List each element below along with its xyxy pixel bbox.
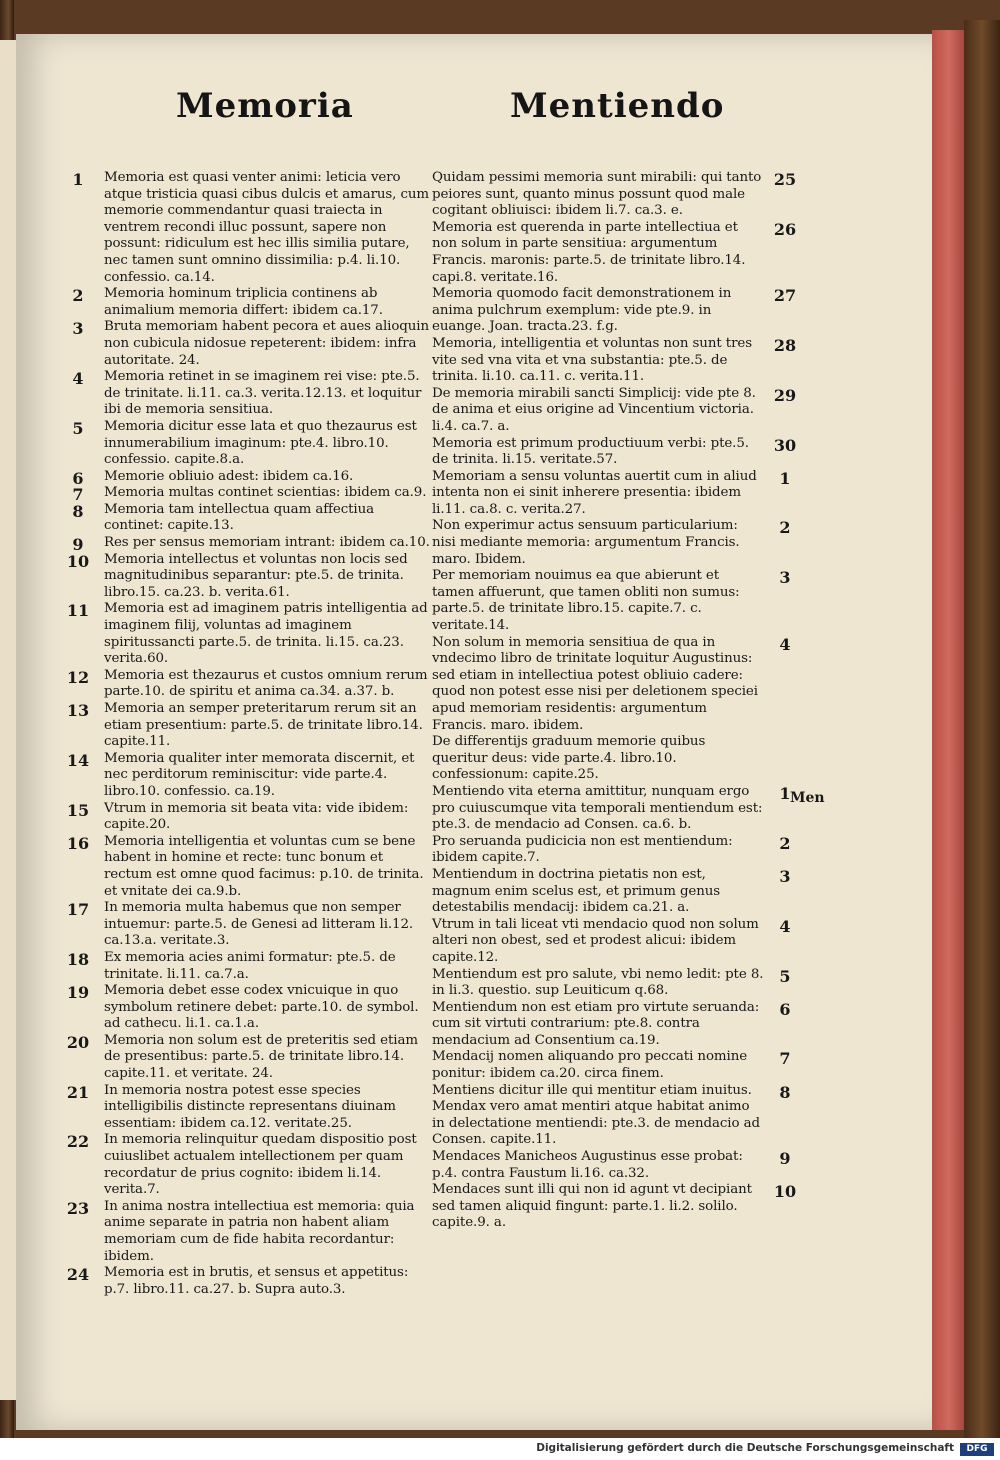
entry-text: De memoria mirabili sancti Simplicij: vide pte 8. de anima et eius origine ad Vincentium victoria. li.4. ca.7. a.: [432, 385, 756, 434]
entry-number: 27: [773, 286, 797, 306]
index-entry: [72, 319, 430, 369]
entry-text: Memoria est querenda in parte intellectiua et non solum in parte sensitiua: argumentum Francis. maronis: parte.5. de trinitate libro.14. capi.8. veritate.16.: [432, 219, 746, 285]
index-entry: [432, 1049, 791, 1082]
index-entry: [432, 1149, 791, 1182]
entry-number: 13: [66, 701, 90, 720]
entry-number: 22: [66, 1132, 90, 1152]
entry-number: 18: [66, 949, 90, 969]
entry-number: 20: [66, 1032, 90, 1052]
entry-text: Memoria tam intellectua quam affectiua continet: capite.13.: [104, 501, 375, 534]
entry-number: 3: [779, 866, 791, 886]
entry-number: 24: [66, 1265, 90, 1285]
entry-number: 9: [72, 535, 84, 555]
index-entry: [432, 634, 791, 735]
index-entry: [66, 1082, 430, 1133]
entry-text: Memoria qualiter inter memorata discernit, et nec perditorum reminiscitur: vide parte.4. libro.10. confessio. ca.19.: [104, 750, 415, 799]
entry-text: Memoria non solum est de preteritis sed etiam de presentibus: parte.5. de trinitate libro.14. capite.11. et veritate. 24.: [104, 1032, 418, 1082]
entry-text: Mentiendum in doctrina pietatis non est, magnum enim scelus est, et primum genus detestabilis mendacij: ibidem ca.21. a.: [432, 866, 721, 916]
index-entry: [72, 485, 430, 505]
entry-number: 2: [779, 518, 791, 538]
index-entry: [66, 551, 430, 602]
entry-number: 15: [66, 800, 90, 820]
index-entry: [72, 369, 430, 419]
entry-text: Mendaces Manicheos Augustinus esse probat: p.4. contra Faustum li.16. ca.32.: [432, 1149, 743, 1181]
entry-number: 8: [779, 1082, 791, 1102]
entry-number: 4: [779, 634, 791, 654]
entry-text: Mendaces sunt illi qui non id agunt vt decipiant sed tamen aliquid fingunt: parte.1. li.2. solilo. capite.9. a.: [432, 1182, 752, 1231]
entry-number: 1: [779, 468, 791, 488]
entry-number: 5: [72, 418, 84, 438]
index-entry: [432, 966, 791, 1000]
entry-text: Quidam pessimi memoria sunt mirabili: qui tanto peiores sunt, quanto minus possunt quod male cogitant obliuisci: ibidem li.7. ca.3. e.: [432, 170, 762, 219]
entry-number: 14: [66, 750, 90, 770]
entry-text: Memoria dicitur esse lata et quo thezaurus est innumerabilium imaginum: pte.4. libro.10. confessio. capite.8.a.: [104, 418, 417, 468]
entry-number: 9: [779, 1149, 791, 1169]
entry-text: Memoria multas continet scientias: ibidem ca.9.: [104, 485, 427, 501]
entry-number: 28: [773, 335, 797, 355]
index-entry: [66, 900, 430, 950]
index-entry: [432, 385, 797, 436]
entry-text: Per memoriam nouimus ea que abierunt et tamen affuerunt, que tamen obliti non sumus: parte.5. de trinitate libro.15. capite.7. c. veritate.14.: [432, 568, 740, 634]
index-entry: [432, 916, 791, 967]
index-entry: [432, 1082, 791, 1149]
left-column: [66, 170, 430, 1298]
right-column: [432, 170, 797, 1232]
index-entry: [432, 170, 797, 220]
index-entry: [66, 1265, 430, 1298]
index-entry: [66, 833, 430, 900]
index-entry: [432, 833, 791, 867]
entry-text: Ex memoria acies animi formatur: pte.5. de trinitate. li.11. ca.7.a.: [104, 949, 396, 982]
index-entry: [66, 601, 430, 667]
index-entry: [432, 435, 797, 469]
index-entry: [66, 983, 430, 1033]
entry-text: Memoria, intelligentia et voluntas non sunt tres vite sed vna vita et vna substantia: pte.5. de trinita. li.10. ca.11. c. verita.11.: [432, 335, 752, 385]
entry-text: Memoria an semper preteritarum rerum sit an etiam presentium: parte.5. de trinitate libro.14. capite.11.: [104, 701, 423, 750]
entry-number: 3: [779, 568, 791, 588]
index-entry: [432, 734, 764, 784]
entry-number: 4: [779, 916, 791, 936]
entry-text: Pro seruanda pudicicia non est mentiendum: ibidem capite.7.: [432, 833, 733, 866]
header-memoria: Memoria: [176, 86, 354, 126]
entry-text: Memoria retinet in se imaginem rei vise: pte.5. de trinitate. li.11. ca.3. verita.12.13. et loquitur ibi de memoria sensitiua.: [104, 369, 422, 418]
entry-number: 7: [72, 485, 84, 505]
entry-number: 5: [779, 966, 791, 986]
entry-number: 29: [773, 385, 797, 405]
index-entry: [72, 286, 430, 319]
entry-number: 16: [66, 833, 90, 853]
index-entry: [72, 418, 430, 469]
entry-text: Memoria est ad imaginem patris intelligentia ad imaginem filij, voluntas ad imaginem spiritussancti parte.5. de trinita. li.15. ca.23. verita.60.: [104, 601, 428, 667]
book-page: [16, 34, 938, 1430]
index-entry: [432, 999, 791, 1050]
entry-number: 25: [773, 170, 797, 189]
entry-number: 10: [66, 551, 90, 571]
index-entry: [66, 1198, 430, 1265]
index-entry: [432, 1182, 797, 1232]
side-label-men: Men: [790, 790, 825, 806]
entry-number: 19: [66, 983, 90, 1003]
index-entry: [432, 866, 791, 917]
entry-text: Vtrum in tali liceat vti mendacio quod non solum alteri non obest, sed et prodest alicui: ibidem capite.12.: [432, 916, 759, 965]
entry-text: Vtrum in memoria sit beata vita: vide ibidem: capite.20.: [104, 800, 409, 833]
entry-number: 26: [773, 219, 797, 239]
entry-text: Non solum in memoria sensitiua de qua in vndecimo libro de trinitate loquitur Augustinus: sed etiam in intellectiua potest obliuio cadere: quod non potest esse nisi per deletionem speciei apud memoriam residentis: argumentum Francis. maro. ibidem.: [432, 634, 758, 733]
index-entry: [72, 468, 430, 488]
entry-text: Memoria debet esse codex vnicuique in quo symbolum retinere debet: parte.10. de symbol. ad cathecu. li.1. ca.1.a.: [104, 983, 419, 1032]
index-entry: [66, 1032, 430, 1083]
entry-text: Mentiendum non est etiam pro virtute seruanda: cum sit virtuti contrarium: pte.8. contra mendacium ad Consentium ca.19.: [432, 999, 760, 1048]
entry-text: Memorie obliuio adest: ibidem ca.16.: [104, 468, 354, 484]
entry-number: 17: [66, 900, 90, 920]
index-entry: [72, 170, 430, 286]
footer-text: Digitalisierung gefördert durch die Deutsche Forschungsgemeinschaft: [536, 1442, 954, 1454]
index-entry: [66, 949, 430, 983]
index-entry: [432, 286, 797, 336]
entry-text: In memoria nostra potest esse species intelligibilis distincte representans diuinam essentiam: ibidem ca.12. veritate.25.: [104, 1082, 396, 1131]
entry-text: Memoria hominum triplicia continens ab animalium memoria differt: ibidem ca.17.: [104, 286, 383, 318]
right-cover-edge: [964, 20, 1000, 1438]
entry-text: Memoria est in brutis, et sensus et appetitus: p.7. libro.11. ca.27. b. Supra auto.3.: [104, 1265, 409, 1297]
entry-text: Mendacij nomen aliquando pro peccati nomine ponitur: ibidem ca.20. circa finem.: [432, 1049, 748, 1082]
index-entry: [72, 535, 430, 555]
entry-text: Memoriam a sensu voluntas auertit cum in aliud intenta non ei sinit inherere presentia: ibidem li.11. ca.8. c. verita.27.: [432, 468, 757, 517]
entry-text: Memoria est primum productiuum verbi: pte.5. de trinita. li.15. veritate.57.: [432, 435, 749, 468]
index-entry: [72, 501, 430, 535]
entry-number: 11: [66, 601, 90, 621]
index-entry: [432, 568, 791, 634]
index-entry: [66, 701, 430, 751]
entry-number: 3: [72, 319, 84, 339]
entry-text: In anima nostra intellectiua est memoria: quia anime separate in patria non habent aliam memoriam cum de fide habita recordantur: ibidem.: [104, 1198, 415, 1264]
entry-number: 30: [773, 435, 797, 455]
entry-number: 21: [66, 1082, 90, 1102]
entry-text: Memoria quomodo facit demonstrationem in anima pulchrum exemplum: vide pte.9. in euange. Joan. tracta.23. f.g.: [432, 286, 732, 335]
entry-text: Mentiens dicitur ille qui mentitur etiam inuitus. Mendax vero amat mentiri atque habitat animo in delectatione mentiendi: pte.3. de mendacio ad Consen. capite.11.: [432, 1082, 760, 1148]
index-entry: [66, 1132, 430, 1198]
entry-text: Memoria est quasi venter animi: leticia vero atque tristicia quasi cibus dulcis et amarus, cum memorie commendantur quasi traiecta in ventrem recondi illuc possunt, sapere non possunt: ridiculum est hec illis similia putare, nec tamen sunt omnino dissimilia: p.4. li.10. confessio. ca.14.: [104, 170, 430, 285]
entry-text: Memoria intellectus et voluntas non locis sed magnitudinibus separantur: pte.5. de trinita. libro.15. ca.23. b. verita.61.: [104, 551, 408, 600]
entry-number: 6: [779, 999, 791, 1019]
page-edges-red: [932, 30, 966, 1430]
index-entry: [432, 335, 797, 386]
entry-number: 10: [773, 1182, 797, 1202]
entry-number: 1: [779, 783, 791, 803]
entry-text: Non experimur actus sensuum particularium: nisi mediante memoria: argumentum Francis. maro. Ibidem.: [432, 518, 740, 567]
entry-text: Mentiendo vita eterna amittitur, nunquam ergo pro cuiuscumque vita temporali mentiendum est: pte.3. de mendacio ad Consen. ca.6. b.: [432, 783, 763, 833]
index-entry: [66, 667, 430, 701]
index-entry: [432, 219, 797, 286]
entry-number: 23: [66, 1198, 90, 1218]
entry-text: Mentiendum est pro salute, vbi nemo ledit: pte 8. in li.3. questio. sup Leuiticum q.68.: [432, 966, 764, 999]
header-mentiendo: Mentiendo: [510, 86, 725, 126]
entry-text: In memoria relinquitur quedam dispositio post cuiuslibet actualem intellectionem per quam recordatur de prius cognito: ibidem li.14. verita.7.: [104, 1132, 417, 1198]
index-entry: [432, 468, 791, 519]
entry-number: 2: [72, 286, 84, 306]
entry-text: Res per sensus memoriam intrant: ibidem ca.10.: [104, 535, 430, 551]
entry-number: 7: [779, 1049, 791, 1069]
entry-text: In memoria multa habemus que non semper intuemur: parte.5. de Genesi ad litteram li.12. ca.13.a. veritate.3.: [104, 900, 414, 949]
footer-bar: [0, 1440, 1000, 1460]
entry-number: 8: [72, 501, 84, 521]
dfg-logo: DFG: [960, 1443, 994, 1456]
entry-number: 12: [66, 667, 90, 687]
index-entry: [432, 783, 791, 834]
entry-number: 1: [72, 170, 84, 189]
entry-number: 2: [779, 833, 791, 853]
entry-text: De differentijs graduum memorie quibus queritur deus: vide parte.4. libro.10. confessionum: capite.25.: [432, 734, 706, 783]
index-entry: [66, 800, 430, 834]
entry-text: Memoria est thezaurus et custos omnium rerum parte.10. de spiritu et anima ca.34. a.37. b.: [104, 667, 428, 700]
entry-text: Bruta memoriam habent pecora et aues alioquin non cubicula nidosue repeterent: ibidem: infra autoritate. 24.: [104, 319, 429, 368]
entry-number: 6: [72, 468, 84, 488]
index-entry: [66, 750, 430, 801]
entry-text: Memoria intelligentia et voluntas cum se bene habent in homine et recte: tunc bonum et rectum est omne quod facimus: p.10. de trinita. et vnitate dei ca.9.b.: [104, 833, 424, 899]
entry-number: 4: [72, 369, 84, 389]
index-entry: [432, 518, 791, 568]
